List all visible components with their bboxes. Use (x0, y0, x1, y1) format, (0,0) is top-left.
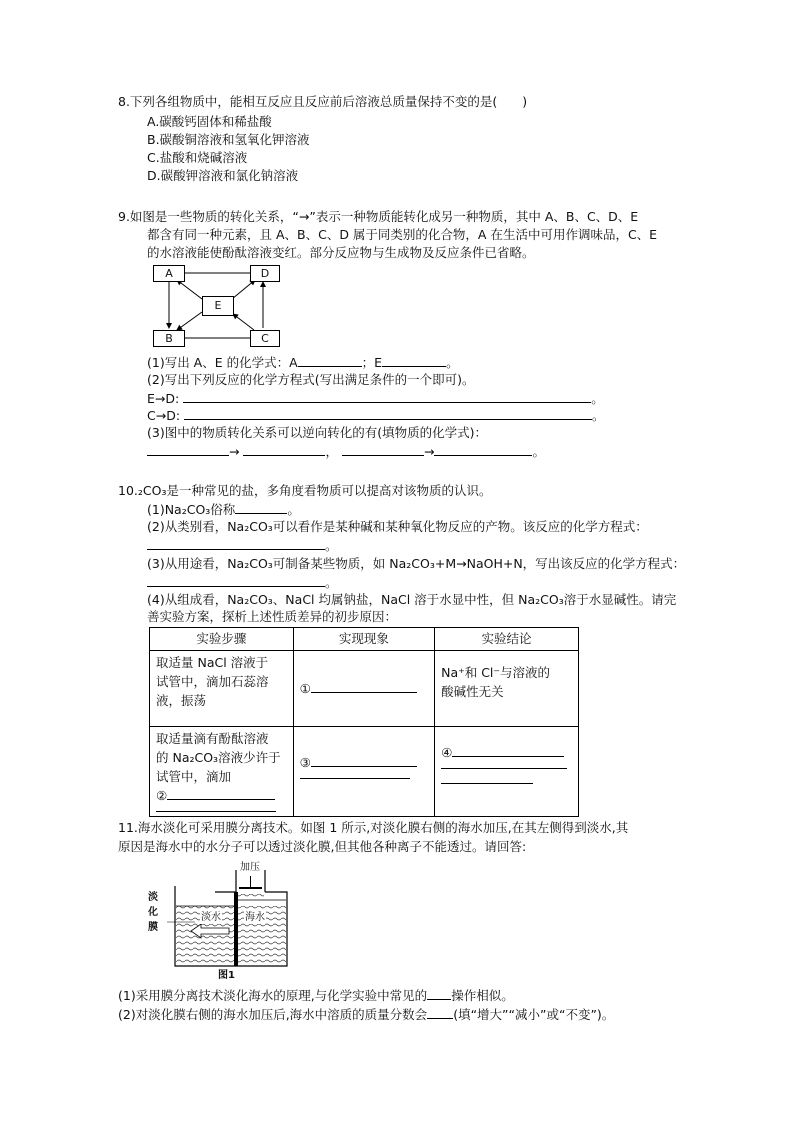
figure-caption: 图1 (218, 970, 235, 981)
header-conclusion: 实验结论 (435, 628, 579, 651)
answer-blank-3-continued[interactable] (300, 778, 410, 779)
node-d: D (250, 265, 280, 282)
q11-part2: (2)对淡化膜右侧的海水加压后,海水中溶质的质量分数会 (填“增大”“减小”或“不变”)。 (118, 1007, 615, 1022)
answer-blank-4[interactable] (452, 744, 564, 757)
q9-stem-line1: 9.如图是一些物质的转化关系，“→”表示一种物质能转化成另一种物质，其中 A、B、C、D、E (118, 209, 639, 224)
answer-blank-e-to-d[interactable] (183, 390, 591, 403)
q8-option-d: D.碳酸钾溶液和氯化钠溶液 (147, 168, 299, 183)
q8-option-a: A.碳酸钙固体和稀盐酸 (147, 114, 272, 129)
answer-blank-reverse-1b[interactable] (243, 443, 325, 456)
q9-part3: (3)图中的物质转化关系可以逆向转化的有(填物质的化学式)： (147, 425, 487, 440)
q9-stem-line2: 都含有同一种元素，且 A、B、C、D 属于同类别的化合物，A 在生活中可用作调味品，C、E (147, 227, 658, 242)
q8-option-c: C.盐酸和烧碱溶液 (147, 150, 248, 165)
node-c: C (250, 330, 280, 347)
table-header-row (150, 628, 579, 651)
q11-stem-line2: 原因是海水中的水分子可以透过淡化膜,但其他各种离子不能透过。请回答: (118, 839, 527, 854)
node-a: A (153, 265, 185, 282)
answer-blank-4-line3[interactable] (441, 783, 533, 784)
q8-option-b: B.碳酸铜溶液和氢氧化钾溶液 (147, 132, 310, 147)
header-steps: 实验步骤 (150, 628, 294, 651)
node-b: B (153, 330, 185, 347)
arrow-e-to-b (177, 312, 202, 330)
answer-blank-reverse-2b[interactable] (434, 443, 532, 456)
q11-part1: (1)采用膜分离技术淡化海水的原理,与化学实验中常见的 操作相似。 (118, 988, 514, 1003)
arrow-e-to-a (177, 280, 202, 299)
row2-observation: ③ (293, 727, 434, 817)
answer-blank-operation[interactable] (427, 987, 451, 1000)
q10-part3: (3)从用途看，Na₂CO₃可制备某些物质，如 Na₂CO₃+M→NaOH+N，写出该反应的化学方程式： (147, 556, 686, 571)
arrow-e-to-d (232, 280, 255, 299)
q9-part3-answers: → ， → 。 (147, 443, 545, 460)
answer-blank-c-to-d[interactable] (184, 407, 592, 420)
q9-stem-line3: 的水溶液能使酚酞溶液变红。部分反应物与生成物及反应条件已省略。 (147, 245, 535, 260)
node-e: E (202, 296, 234, 316)
row1-conclusion: Na⁺和 Cl⁻与溶液的 酸碱性无关 (435, 651, 579, 727)
answer-blank-1[interactable] (311, 680, 417, 693)
q10-part4-line1: (4)从组成看，Na₂CO₃、NaCl 均属钠盐，NaCl 溶于水显中性，但 Na₂CO₃溶于水显碱性。请完 (147, 592, 677, 607)
q9-e-to-d: E→D: 。 (147, 391, 604, 406)
answer-blank-equation-3[interactable] (147, 574, 325, 587)
q9-c-to-d: C→D: 。 (147, 408, 605, 423)
membrane (234, 892, 238, 966)
q10-stem: 10.₂CO₃是一种常见的盐，多角度看物质可以提高对该物质的认识。 (118, 483, 492, 498)
answer-blank-reverse-1a[interactable] (147, 443, 229, 456)
answer-blank-reverse-2a[interactable] (342, 443, 424, 456)
answer-blank-2-continued[interactable] (156, 811, 276, 812)
header-observation: 实现现象 (293, 628, 434, 651)
row2-conclusion: ④ (435, 727, 579, 817)
answer-blank-equation-2[interactable] (147, 537, 325, 550)
answer-blank-common-name[interactable] (235, 501, 287, 514)
arrow-c-to-e (233, 314, 254, 330)
experiment-table (149, 627, 579, 817)
answer-blank-fraction[interactable] (427, 1006, 453, 1019)
answer-blank-4-line2[interactable] (441, 768, 567, 769)
table-row (150, 727, 579, 817)
answer-blank-e[interactable] (382, 354, 446, 367)
q10-part3-answer: 。 (147, 574, 338, 591)
q10-part2: (2)从类别看，Na₂CO₃可以看作是某种碱和某种氧化物反应的产物。该反应的化学方程式： (147, 519, 648, 534)
row1-observation: ① (293, 651, 434, 727)
q11-stem-line1: 11.海水淡化可采用膜分离技术。如图 1 所示,对淡化膜右侧的海水加压,在其左侧得到淡水,其 (118, 820, 629, 835)
q10-part1: (1)Na₂CO₃俗称 。 (147, 502, 300, 517)
answer-blank-3[interactable] (311, 754, 417, 767)
q8-stem: 8.下列各组物质中，能相互反应且反应前后溶液总质量保持不变的是( ) (118, 94, 528, 109)
q9-part1: (1)写出 A、E 的化学式：A ；E 。 (147, 355, 459, 370)
label-fresh-water: 淡水 (201, 912, 221, 923)
row2-step: 取适量滴有酚酞溶液 的 Na₂CO₃溶液少许于 试管中，滴加 ② (150, 727, 294, 817)
answer-blank-a[interactable] (298, 354, 362, 367)
row1-step: 取适量 NaCl 溶液于 试管中，滴加石蕊溶 液，振荡 (150, 651, 294, 727)
table-row (150, 651, 579, 727)
answer-blank-2[interactable] (167, 787, 275, 800)
label-sea-water: 海水 (245, 912, 265, 923)
q10-part4-line2: 善实验方案，探析上述性质差异的初步原因： (147, 609, 398, 624)
label-pressure: 加压 (240, 862, 260, 873)
q9-part2: (2)写出下列反应的化学方程式(写出满足条件的一个即可)。 (147, 372, 475, 387)
q10-part2-answer: 。 (147, 537, 338, 554)
label-membrane: 淡化膜 (148, 892, 158, 933)
